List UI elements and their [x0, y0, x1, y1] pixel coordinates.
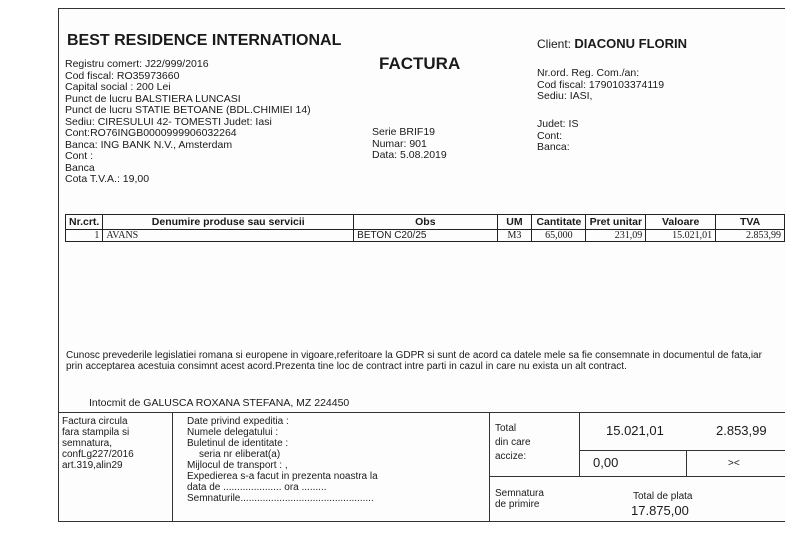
seller-line: Capital social : 200 Lei [65, 81, 171, 93]
col-header: Valoare [646, 215, 716, 230]
gdpr-statement: Cunosc prevederile legislatiei romana si europene in vigoare,referitoare la GDPR si sunt de acord ca datele mele sa fie consemnate in documentul de fata,iar prin acceptarea acestuia consimnt acest acord.Prezenta tine loc de contract intre parti in cazul in care nu exista un alt contract. [66, 350, 762, 372]
col-header: Obs [354, 215, 497, 230]
shipping-details: Date privind expeditia : Numele delegatului : Buletinul de identitate : seria nr eliberat(a) Mijlocul de transport : , Expedierea s-a facut in prezenta noastra la data de ..................... ora ......... Semnaturile................................................ [187, 416, 378, 504]
table-cell: 2.853,99 [716, 230, 785, 242]
invoice-footer [59, 412, 785, 522]
circulation-note: Factura circula fara stampila si semnatura, confLg227/2016 art.319,alin29 [62, 416, 134, 471]
total-label: Total din care accize: [495, 423, 531, 462]
client-line: Sediu: IASI, [537, 90, 593, 102]
receipt-signature-label: Semnatura de primire [495, 488, 544, 510]
col-header: Nr.crt. [66, 215, 103, 230]
invoice-page [58, 8, 785, 522]
client-line: Cod fiscal: 1790103374119 [537, 78, 665, 91]
seller-line: Sediu: CIRESULUI 42- TOMESTI Judet: Iasi [65, 115, 272, 128]
seller-name: BEST RESIDENCE INTERNATIONAL [67, 32, 342, 49]
issued-by: Intocmit de GALUSCA ROXANA STEFANA, MZ 224450 [89, 397, 350, 409]
client-line: Cont: [537, 129, 563, 142]
seller-line: Cont : [65, 150, 94, 162]
client-line: Judet: IS [537, 118, 579, 130]
invoice-number: Numar: 901 [372, 137, 427, 150]
document-title: FACTURA [379, 54, 461, 73]
seller-line: Punct de lucru STATIE BETOANE (BDL.CHIMIEI 14) [65, 104, 311, 116]
items-table [65, 214, 785, 242]
seller-line: Banca: ING BANK N.V., Amsterdam [65, 138, 233, 151]
seller-line: Cont:RO76INGB0000999906032264 [65, 127, 237, 139]
invoice-serie: Serie BRIF19 [372, 126, 436, 138]
excise-vat: >< [728, 458, 740, 469]
seller-line: Punct de lucru BALSTIERA LUNCASI [65, 92, 241, 105]
col-header: Pret unitar [586, 215, 646, 230]
seller-line: Registru comert: J22/999/2016 [65, 58, 209, 70]
client-header [537, 36, 687, 51]
seller-details [65, 59, 311, 186]
total-payment-value: 17.875,00 [631, 503, 689, 518]
client-label: Client: [537, 37, 572, 51]
table-cell: 231,09 [586, 230, 646, 242]
total-value: 15.021,01 [606, 423, 664, 438]
invoice-meta [372, 127, 447, 162]
total-payment-label: Total de plata [633, 491, 693, 502]
seller-line: Cod fiscal: RO35973660 [65, 69, 180, 82]
total-vat: 2.853,99 [716, 423, 767, 438]
table-cell: BETON C20/25 [354, 230, 497, 242]
invoice-date: Data: 5.08.2019 [372, 149, 447, 161]
client-details [537, 68, 664, 103]
col-header: Cantitate [532, 215, 586, 230]
col-header: Denumire produse sau servicii [103, 215, 354, 230]
col-header: UM [497, 215, 532, 230]
table-cell: M3 [497, 230, 532, 242]
table-row [66, 230, 785, 242]
client-line: Banca: [537, 141, 570, 153]
col-header: TVA [716, 215, 785, 230]
table-cell: AVANS [103, 230, 354, 242]
table-header-row [66, 215, 785, 230]
seller-line: Banca [65, 161, 95, 174]
excise-value: 0,00 [593, 455, 619, 470]
seller-line: Cota T.V.A.: 19,00 [65, 173, 150, 185]
table-cell: 1 [66, 230, 103, 242]
table-cell: 15.021,01 [646, 230, 716, 242]
client-name: DIACONU FLORIN [574, 36, 688, 51]
table-cell: 65,000 [532, 230, 586, 242]
client-line: Nr.ord. Reg. Com./an: [537, 67, 640, 79]
client-details-bank [537, 119, 578, 154]
